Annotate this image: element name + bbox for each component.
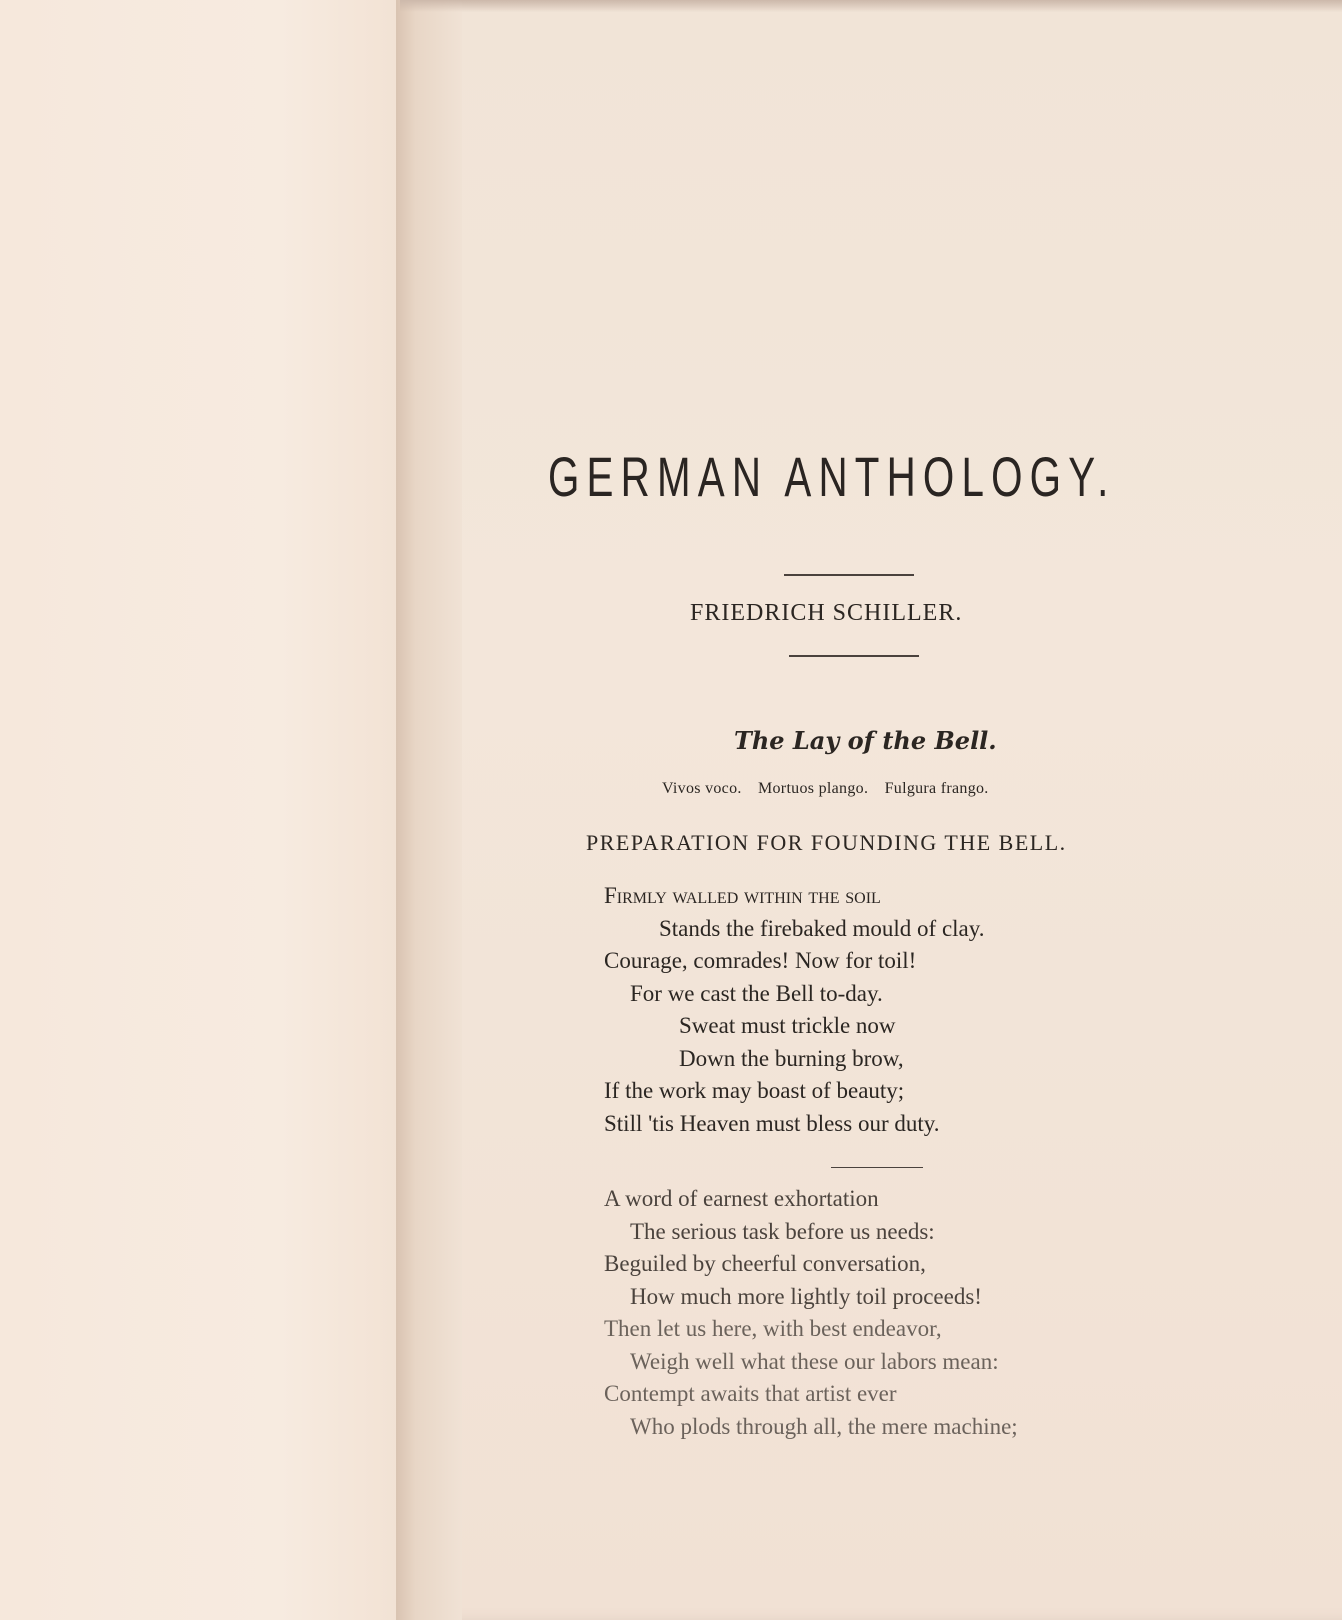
poem-line: Down the burning brow, [679,1045,904,1071]
poem-line: For we cast the Bell to-day. [630,980,883,1006]
author-name: FRIEDRICH SCHILLER. [690,600,963,626]
divider-rule-top [784,574,914,576]
book-title: GERMAN ANTHOLOGY. [548,445,1116,508]
poem-line: Courage, comrades! Now for toil! [604,948,917,973]
divider-rule-bottom [789,655,919,657]
poem-title: The Lay of the Bell. [734,726,997,755]
stanza-2 [604,1183,1018,1443]
poem-line: Stands the firebaked mould of clay. [659,915,985,941]
poem-line: Sweat must trickle now [679,1013,896,1038]
poem-line: Contempt awaits that artist ever [604,1381,897,1406]
poem-line: Still 'tis Heaven must bless our duty. [604,1110,940,1136]
poem-line: If the work may boast of beauty; [604,1078,905,1103]
poem-line: Beguiled by cheerful conversation, [604,1251,926,1276]
stanza-1 [604,880,985,1140]
poem-line: Then let us here, with best endeavor, [604,1316,942,1341]
poem-line: How much more lightly toil proceeds! [630,1283,982,1309]
epigraph-part: Vivos voco. [662,780,742,797]
poem-line: Firmly walled within the soil [604,883,881,908]
poem-line: Who plods through all, the mere machine; [630,1413,1018,1439]
poem-line: The serious task before us needs: [630,1218,935,1244]
page-top-edge [400,0,1342,12]
left-page [0,0,400,1620]
book-gutter [396,0,462,1620]
epigraph-part: Mortuos plango. [757,780,869,797]
stanza-divider [831,1167,923,1168]
epigraph [662,780,1001,798]
section-heading: PREPARATION FOR FOUNDING THE BELL. [586,830,1067,855]
poem-line: Weigh well what these our labors mean: [630,1348,999,1374]
poem-line: A word of earnest exhortation [604,1186,879,1211]
epigraph-part: Fulgura frango. [884,780,989,797]
